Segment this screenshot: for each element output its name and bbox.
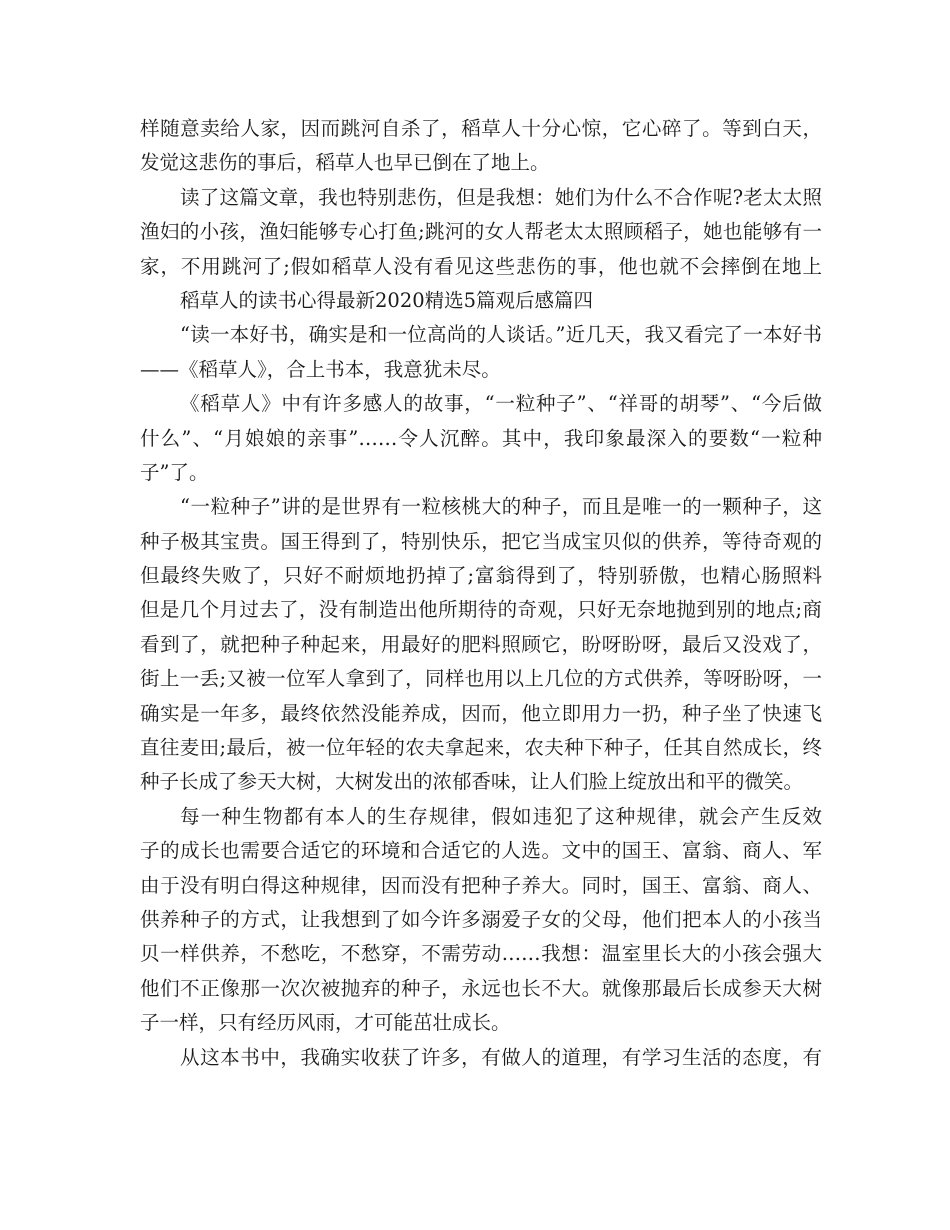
text-line: 贝一样供养，不愁吃，不愁穿，不需劳动……我想：温室里长大的小孩会强大	[140, 942, 822, 966]
document-body	[140, 112, 822, 1075]
text-line: 渔妇的小孩，渔妇能够专心打鱼;跳河的女人帮老太太照顾稻子，她也能够有一	[140, 220, 822, 244]
text-line: 子的成长也需要合适它的环境和合适它的人选。文中的国王、富翁、商人、军	[140, 839, 822, 863]
text-line: 读了这篇文章，我也特别悲伤，但是我想：她们为什么不合作呢?老太太照	[180, 185, 822, 209]
text-line: 子”了。	[140, 460, 209, 484]
text-line: “一粒种子”讲的是世界有一粒核桃大的种子，而且是唯一的一颗种子，这	[180, 495, 822, 519]
text-line: 稻草人的读书心得最新2020精选5篇观后感篇四	[180, 288, 594, 312]
text-line: 每一种生物都有本人的生存规律，假如违犯了这种规律，就会产生反效	[180, 804, 822, 828]
text-line: “读一本好书，确实是和一位高尚的人谈话。”近几天，我又看完了一本好书	[180, 323, 822, 347]
text-line: 种子长成了参天大树，大树发出的浓郁香味，让人们脸上绽放出和平的微笑。	[140, 770, 804, 794]
text-line: 什么”、“月娘娘的亲事”……令人沉醉。其中，我印象最深入的要数“一粒种	[140, 426, 822, 450]
text-line: 发觉这悲伤的事后，稻草人也早已倒在了地上。	[140, 151, 550, 175]
text-line: 街上一丢;又被一位军人拿到了，同样也用以上几位的方式供养，等呀盼呀，一	[140, 667, 822, 691]
text-line: 供养种子的方式，让我想到了如今许多溺爱子女的父母，他们把本人的小孩当	[140, 907, 822, 931]
text-line: 种子极其宝贵。国王得到了，特别快乐，把它当成宝贝似的供养，等待奇观的	[140, 529, 822, 553]
text-line: ——《稻草人》，合上书本，我意犹未尽。	[140, 357, 501, 381]
text-line: 从这本书中，我确实收获了许多，有做人的道理，有学习生活的态度，有	[180, 1045, 822, 1069]
text-line: 由于没有明白得这种规律，因而没有把种子养大。同时，国王、富翁、商人、	[140, 873, 822, 897]
text-line: 子一样，只有经历风雨，才可能茁壮成长。	[140, 1011, 511, 1035]
text-line: 家，不用跳河了;假如稻草人没有看见这些悲伤的事，他也就不会摔倒在地上	[140, 254, 822, 278]
text-line: 直往麦田;最后，被一位年轻的农夫拿起来，农夫种下种子，任其自然成长，终	[140, 736, 822, 760]
text-line: 但是几个月过去了，没有制造出他所期待的奇观，只好无奈地抛到别的地点;商	[140, 598, 822, 622]
text-line: 确实是一年多，最终依然没能养成，因而，他立即用力一扔，种子坐了快速飞	[140, 701, 822, 725]
text-line: 看到了，就把种子种起来，用最好的肥料照顾它，盼呀盼呀，最后又没戏了，	[140, 632, 822, 656]
text-line: 他们不正像那一次次被抛弃的种子，永远也长不大。就像那最后长成参天大树	[140, 976, 822, 1000]
text-line: 《稻草人》中有许多感人的故事，“一粒种子”、“祥哥的胡琴”、“今后做	[180, 392, 822, 416]
text-line: 但最终失败了，只好不耐烦地扔掉了;富翁得到了，特别骄傲，也精心肠照料	[140, 564, 822, 588]
text-line: 样随意卖给人家，因而跳河自杀了，稻草人十分心惊，它心碎了。等到白天，	[140, 117, 822, 140]
